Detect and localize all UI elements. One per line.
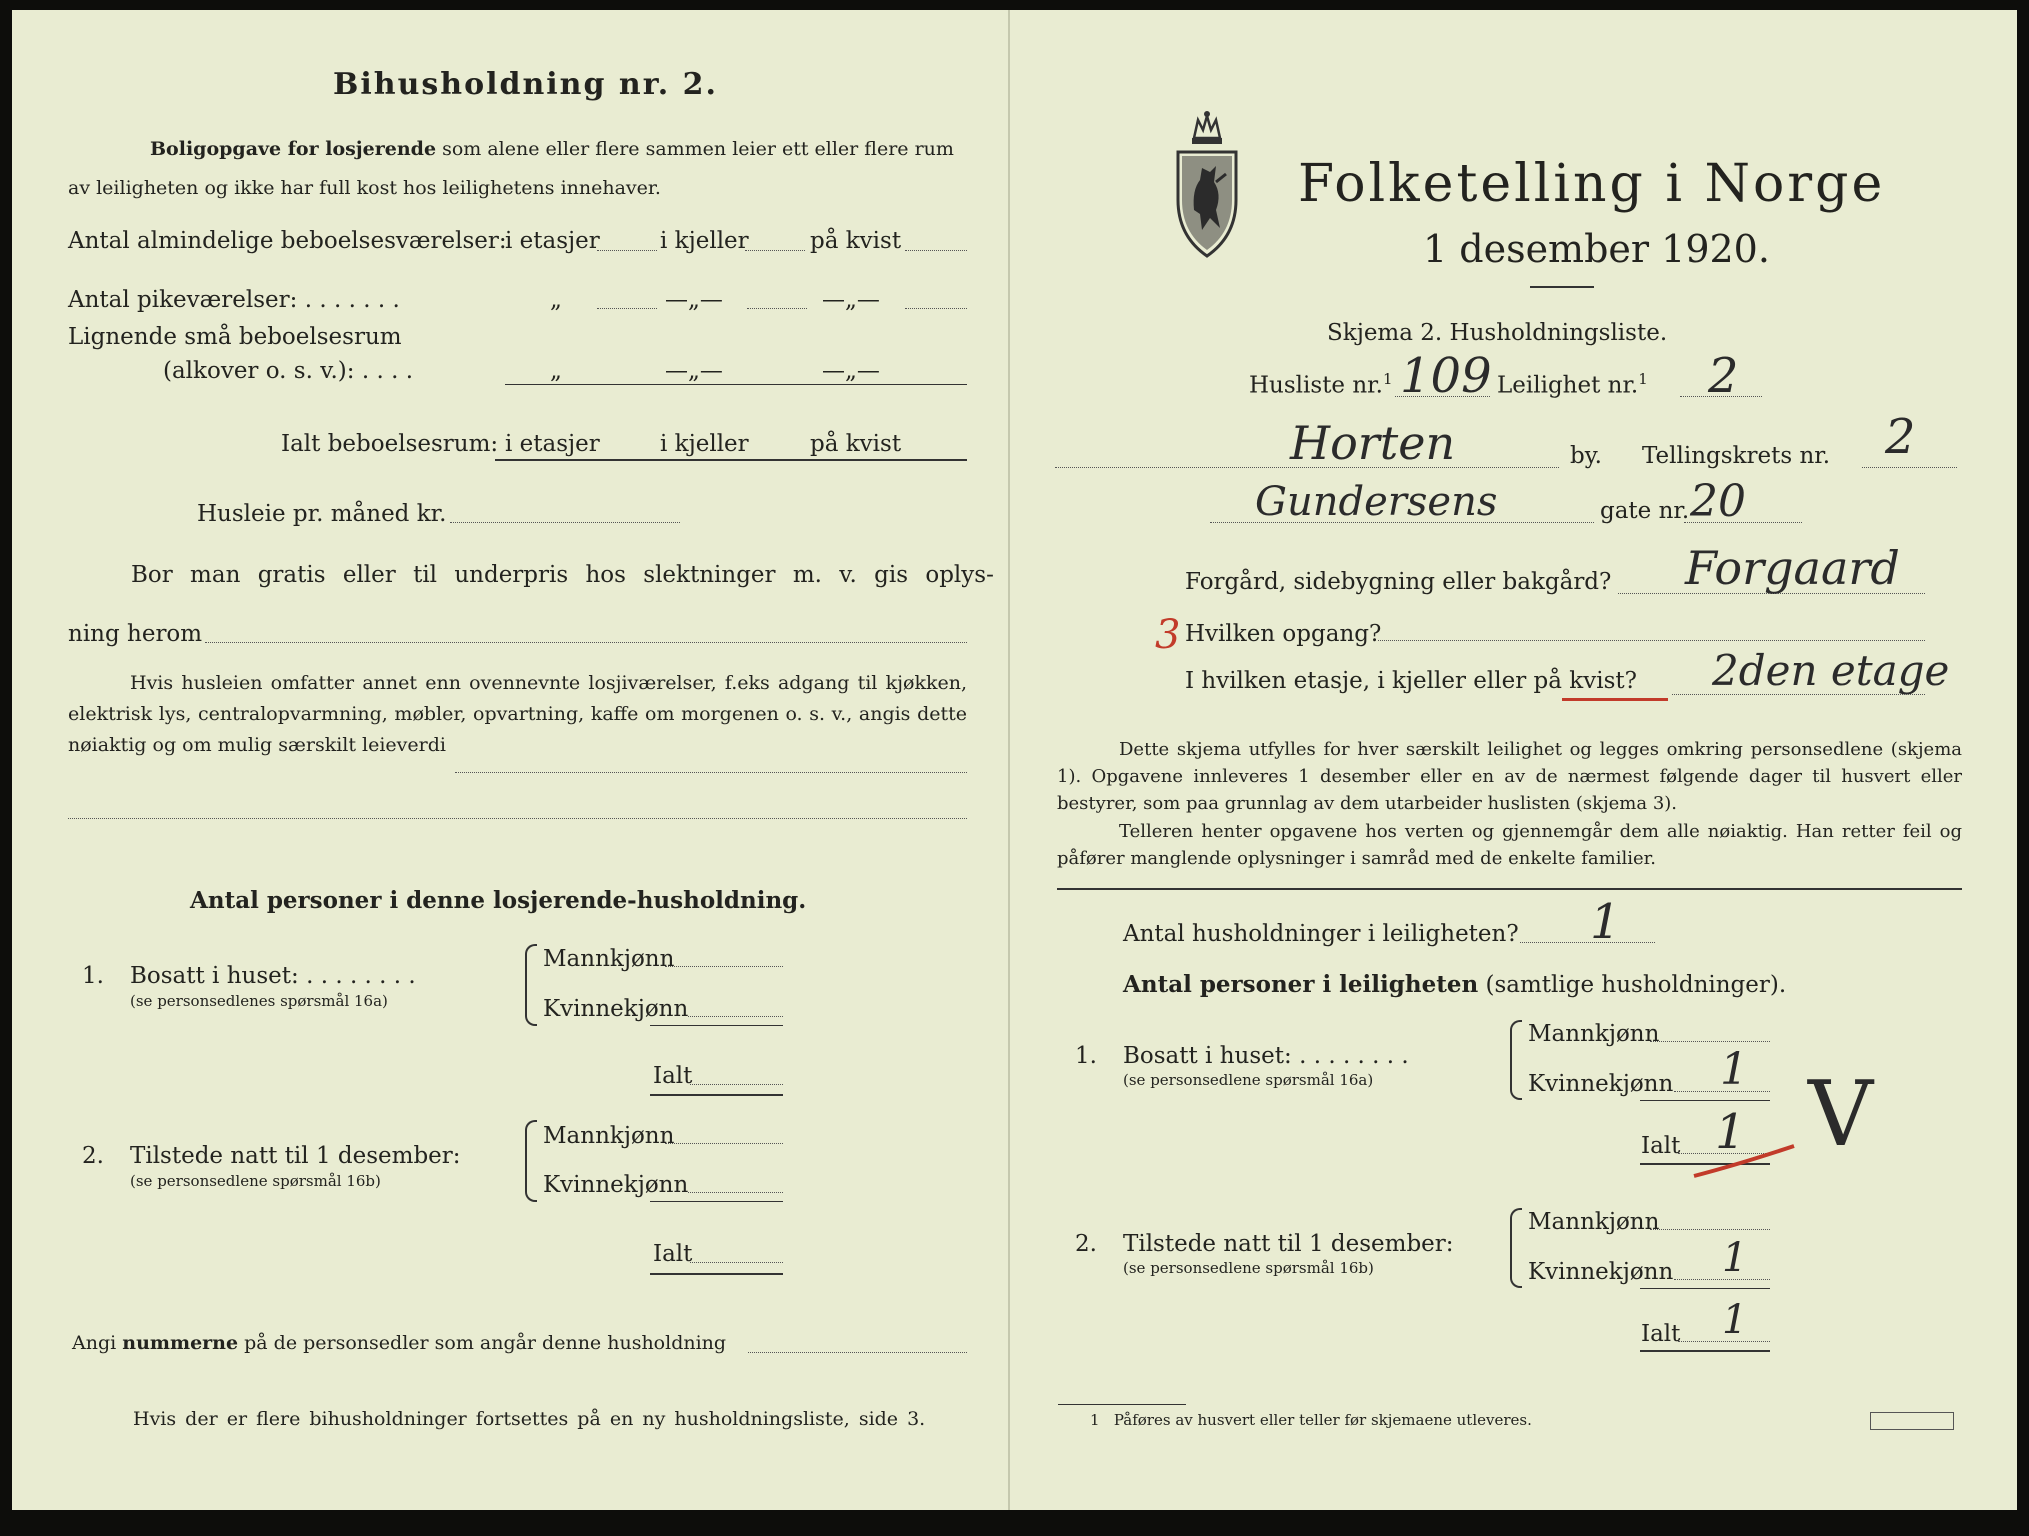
norwegian-lion-coat-of-arms-icon <box>1172 110 1242 260</box>
angi-line <box>72 1334 726 1353</box>
skjema-label: Skjema 2. Husholdningsliste. <box>1327 320 1668 346</box>
q1-number: 1. <box>82 963 104 989</box>
q1-kvinne-line[interactable] <box>1674 1091 1770 1092</box>
footnote-ref: 1 <box>1638 370 1648 388</box>
q1-mann-line[interactable] <box>1650 1041 1770 1042</box>
tellingskrets-label: Tellingskrets nr. <box>1642 443 1831 469</box>
angi-pre: Angi <box>72 1332 117 1354</box>
leilighet-text: Leilighet nr. <box>1497 372 1639 399</box>
city-line[interactable] <box>1055 467 1559 468</box>
q2-number: 2. <box>1075 1231 1097 1257</box>
husliste-text: Husliste nr. <box>1249 372 1383 399</box>
left-intro-line1 <box>150 140 954 159</box>
lignende-label-1: Lignende små beboelsesrum <box>68 324 402 350</box>
ditto-mark: „ <box>550 287 562 313</box>
mannkjonn-label: Mannkjønn <box>1528 1209 1660 1235</box>
page-fold <box>1008 10 1010 1510</box>
q2-kvinne-line[interactable] <box>688 1192 783 1193</box>
q2-sub: (se personsedlene spørsmål 16b) <box>130 1172 381 1190</box>
kvinnekjonn-label: Kvinnekjønn <box>1528 1071 1674 1097</box>
pike-kjeller-line[interactable] <box>747 308 807 309</box>
instruction-2: Telleren henter opgavene hos verten og gjennemgår dem alle nøiaktig. Han retter feil og påfører manglende oplysninger i samråd med de enkelte familier. <box>1057 821 1962 869</box>
opgang-red-mark: 3 <box>1155 612 1181 658</box>
q2-rule <box>650 1201 783 1202</box>
i-etasjer-label: i etasjer <box>505 431 600 457</box>
etasje-label <box>1185 670 1637 693</box>
antal-personer-title: Antal personer i denne losjerende-husholdning. <box>190 887 807 914</box>
footnote-rule <box>1058 1404 1186 1405</box>
gratis-line1: Bor man gratis eller til underpris hos slektninger m. v. gis oplys- <box>131 562 994 588</box>
antal-husholdninger-line[interactable] <box>1520 942 1655 943</box>
forgaard-value: Forgaard <box>1685 541 1900 595</box>
red-check-stroke-icon <box>1690 1140 1800 1180</box>
etasje-line[interactable] <box>1672 694 1925 695</box>
pike-label: Antal pikeværelser: . . . . . . . <box>68 287 400 313</box>
ialt-label: Ialt <box>1641 1133 1681 1159</box>
footnote-text: Påføres av husvert eller teller før skjemaene utleveres. <box>1113 1411 1532 1429</box>
check-mark: V <box>1808 1062 1873 1167</box>
ialt-rum-label: Ialt beboelsesrum: <box>281 431 499 457</box>
q2-label: Tilstede natt til 1 desember: <box>1123 1231 1454 1257</box>
intro-rest: som alene eller flere sammen leier ett eller flere rum <box>442 138 954 160</box>
q1-label: Bosatt i huset: . . . . . . . . <box>1123 1043 1409 1069</box>
gate-label: gate nr. <box>1600 498 1690 524</box>
tellingskrets-value: 2 <box>1885 409 1916 465</box>
q2-ialt-value: 1 <box>1722 1297 1748 1343</box>
footnote <box>1090 1413 1532 1428</box>
antal-personer-rest: (samtlige husholdninger). <box>1485 972 1787 998</box>
q1-ialt-line[interactable] <box>690 1084 783 1085</box>
q1-ialt-value: 1 <box>1715 1104 1746 1160</box>
leieverdi-line[interactable] <box>455 772 967 773</box>
q2-brace <box>525 1120 537 1202</box>
q1-ialt-rule <box>650 1094 783 1096</box>
footnote-number: 1 <box>1090 1411 1100 1429</box>
q2-sub: (se personsedlene spørsmål 16b) <box>1123 1259 1374 1277</box>
ialt-label: Ialt <box>1641 1321 1681 1347</box>
q1-kvinne-value: 1 <box>1720 1044 1748 1095</box>
opgang-label: Hvilken opgang? <box>1185 621 1382 647</box>
etasje-value: 2den etage <box>1712 646 1950 695</box>
husleie-label: Husleie pr. måned kr. <box>197 501 447 527</box>
q1-kvinne-line[interactable] <box>688 1016 783 1017</box>
antal-personer-bold: Antal personer i leiligheten <box>1123 971 1479 998</box>
gate-value: 20 <box>1690 476 1746 527</box>
ditto-dash: —„— <box>822 358 880 384</box>
husleie-line[interactable] <box>450 522 680 523</box>
antal-personer-heading <box>1123 973 1786 997</box>
i-kjeller-label: i kjeller <box>660 228 749 254</box>
husliste-line[interactable] <box>1395 396 1490 397</box>
city-value: Horten <box>1290 416 1456 470</box>
q2-mann-line[interactable] <box>665 1143 783 1144</box>
kvinnekjonn-label: Kvinnekjønn <box>1528 1259 1674 1285</box>
i-kjeller-label: i kjeller <box>660 431 749 457</box>
forgaard-line[interactable] <box>1618 593 1925 594</box>
leieverdi-line-2[interactable] <box>68 818 967 819</box>
q1-rule <box>1640 1100 1770 1101</box>
ialt-label: Ialt <box>653 1063 693 1089</box>
ditto-mark: „ <box>550 358 562 384</box>
street-line[interactable] <box>1210 522 1594 523</box>
gratis-line2: ning herom <box>68 621 203 647</box>
intro-line2: av leiligheten og ikke har full kost hos leilighetens innehaver. <box>68 177 661 199</box>
q2-label: Tilstede natt til 1 desember: <box>130 1143 461 1169</box>
lignende-label-2: (alkover o. s. v.): . . . . <box>163 358 414 384</box>
leilighet-line[interactable] <box>1680 396 1762 397</box>
title-divider <box>1530 286 1594 288</box>
kvinnekjonn-label: Kvinnekjønn <box>543 996 689 1022</box>
q1-label: Bosatt i huset: . . . . . . . . <box>130 963 416 989</box>
pike-kvist-line[interactable] <box>905 308 967 309</box>
left-footer: Hvis der er flere bihusholdninger fortsettes på en ny husholdningsliste, side 3. <box>133 1408 926 1430</box>
instruction-rule <box>1057 888 1962 890</box>
q1-number: 1. <box>1075 1043 1097 1069</box>
q1-rule <box>650 1025 783 1026</box>
street-value: Gundersens <box>1255 479 1498 525</box>
intro-bold: Boligopgave for losjerende <box>150 138 437 160</box>
kvist-red-underline <box>1562 698 1668 701</box>
angi-bold: nummerne <box>122 1332 239 1354</box>
q2-kvinne-value: 1 <box>1722 1235 1748 1281</box>
census-date: 1 desember 1920. <box>1423 227 1770 271</box>
husliste-value: 109 <box>1400 348 1492 404</box>
q2-brace <box>1510 1208 1522 1288</box>
q2-number: 2. <box>82 1143 104 1169</box>
angi-post: på de personsedler som angår denne husholdning <box>244 1332 727 1354</box>
q2-ialt-rule <box>1640 1350 1770 1352</box>
mannkjonn-label: Mannkjønn <box>1528 1021 1660 1047</box>
paa-kvist-label: på kvist <box>810 228 902 254</box>
antal-husholdninger-value: 1 <box>1590 894 1621 950</box>
angi-line-field[interactable] <box>748 1352 967 1353</box>
tellingskrets-line[interactable] <box>1862 467 1957 468</box>
q2-ialt-line[interactable] <box>690 1262 783 1263</box>
kvinnekjonn-label: Kvinnekjønn <box>543 1172 689 1198</box>
lignende-rule <box>505 384 967 385</box>
leilighet-value: 2 <box>1708 348 1739 404</box>
etasje-label-kvist: på kvist? <box>1533 668 1637 694</box>
hvis-paragraph: Hvis husleien omfatter annet enn ovennevnte losjiværelser, f.eks adgang til kjøkken, elektrisk lys, centralopvarmning, møbler, opvartning, kaffe om morgenen o. s. v., angis dette nøiaktig og om mulig særskilt leieverdi <box>68 672 967 756</box>
footnote-ref: 1 <box>1382 370 1393 388</box>
q1-brace <box>1510 1020 1522 1100</box>
instruction-1: Dette skjema utfylles for hver særskilt leilighet og legges omkring personsedlene (skjema 1). Opgavene innleveres 1 desember eller en av de nærmest følgende dager til husvert eller bestyrer, som paa grunnlag av dem utarbeider huslisten (skjema 3). <box>1057 739 1962 814</box>
right-title: Folketelling i Norge <box>1298 154 1886 214</box>
etasje-label-pre: I hvilken etasje, i kjeller eller <box>1185 668 1527 694</box>
by-label: by. <box>1570 443 1602 469</box>
gratis-line[interactable] <box>205 642 967 643</box>
rooms-kvist-line[interactable] <box>905 250 967 251</box>
rooms-kjeller-line[interactable] <box>745 250 805 251</box>
husliste-label <box>1249 372 1393 398</box>
rooms-etasjer-line[interactable] <box>597 250 657 251</box>
ialt-label: Ialt <box>653 1241 693 1267</box>
paa-kvist-label: på kvist <box>810 431 902 457</box>
mannkjonn-label: Mannkjønn <box>543 946 675 972</box>
forgaard-label: Forgård, sidebygning eller bakgård? <box>1185 569 1612 595</box>
rooms-label: Antal almindelige beboelsesværelser: <box>68 228 507 254</box>
ditto-dash: —„— <box>665 287 723 313</box>
gate-line[interactable] <box>1684 522 1802 523</box>
q1-mann-line[interactable] <box>665 966 783 967</box>
leilighet-label <box>1497 372 1648 398</box>
antal-husholdninger-label: Antal husholdninger i leiligheten? <box>1123 921 1519 947</box>
ditto-dash: —„— <box>665 358 723 384</box>
q2-kvinne-line[interactable] <box>1674 1279 1770 1280</box>
q2-rule <box>1640 1288 1770 1289</box>
q2-mann-line[interactable] <box>1650 1229 1770 1230</box>
q1-sub: (se personsedlenes spørsmål 16a) <box>130 992 388 1010</box>
ialt-rum-rule <box>495 459 967 461</box>
left-title: Bihusholdning nr. 2. <box>333 67 718 102</box>
q1-brace <box>525 944 537 1026</box>
mannkjonn-label: Mannkjønn <box>543 1123 675 1149</box>
q1-sub: (se personsedlene spørsmål 16a) <box>1123 1071 1374 1089</box>
opgang-line[interactable] <box>1378 640 1925 641</box>
q2-ialt-rule <box>650 1273 783 1275</box>
printer-stamp-icon <box>1870 1412 1954 1430</box>
q2-ialt-line[interactable] <box>1678 1341 1770 1342</box>
ditto-dash: —„— <box>822 287 880 313</box>
i-etasjer-label: i etasjer <box>505 228 600 254</box>
pike-etasjer-line[interactable] <box>597 308 657 309</box>
